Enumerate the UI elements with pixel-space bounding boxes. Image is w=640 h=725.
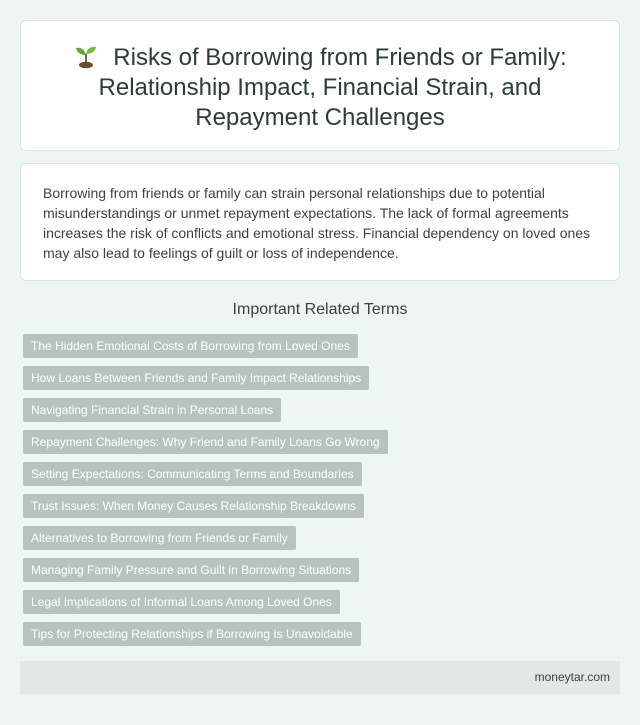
title-text: Risks of Borrowing from Friends or Family: Relationship Impact, Financial Strain, and Repayment Challenges <box>98 44 567 131</box>
related-term-tag[interactable]: Tips for Protecting Relationships if Borrowing Is Unavoidable <box>23 622 361 646</box>
sprout-icon <box>73 43 99 69</box>
related-terms-heading: Important Related Terms <box>232 301 408 318</box>
summary-card <box>20 163 620 281</box>
footer-brand[interactable]: moneytar.com <box>534 670 610 684</box>
related-term-tag[interactable]: Repayment Challenges: Why Friend and Family Loans Go Wrong <box>23 430 388 454</box>
related-term-tag[interactable]: Trust Issues: When Money Causes Relationship Breakdowns <box>23 494 364 518</box>
related-term-tag[interactable]: Legal Implications of Informal Loans Among Loved Ones <box>23 590 340 614</box>
related-terms-list <box>23 334 583 654</box>
summary-text: Borrowing from friends or family can strain personal relationships due to potential misunderstandings or unmet repayment expectations. The lack of formal agreements increases the risk of conflicts and emotional stress. Financial dependency on loved ones may also lead to feelings of guilt or loss of independence. <box>43 185 591 261</box>
related-term-tag[interactable]: Navigating Financial Strain in Personal Loans <box>23 398 281 422</box>
related-term-tag[interactable]: Managing Family Pressure and Guilt in Borrowing Situations <box>23 558 359 582</box>
title-card <box>20 20 620 151</box>
related-term-tag[interactable]: How Loans Between Friends and Family Impact Relationships <box>23 366 369 390</box>
page-title <box>21 21 619 133</box>
related-term-tag[interactable]: The Hidden Emotional Costs of Borrowing from Loved Ones <box>23 334 358 358</box>
related-term-tag[interactable]: Alternatives to Borrowing from Friends or Family <box>23 526 296 550</box>
related-term-tag[interactable]: Setting Expectations: Communicating Terms and Boundaries <box>23 462 362 486</box>
footer <box>20 661 620 694</box>
